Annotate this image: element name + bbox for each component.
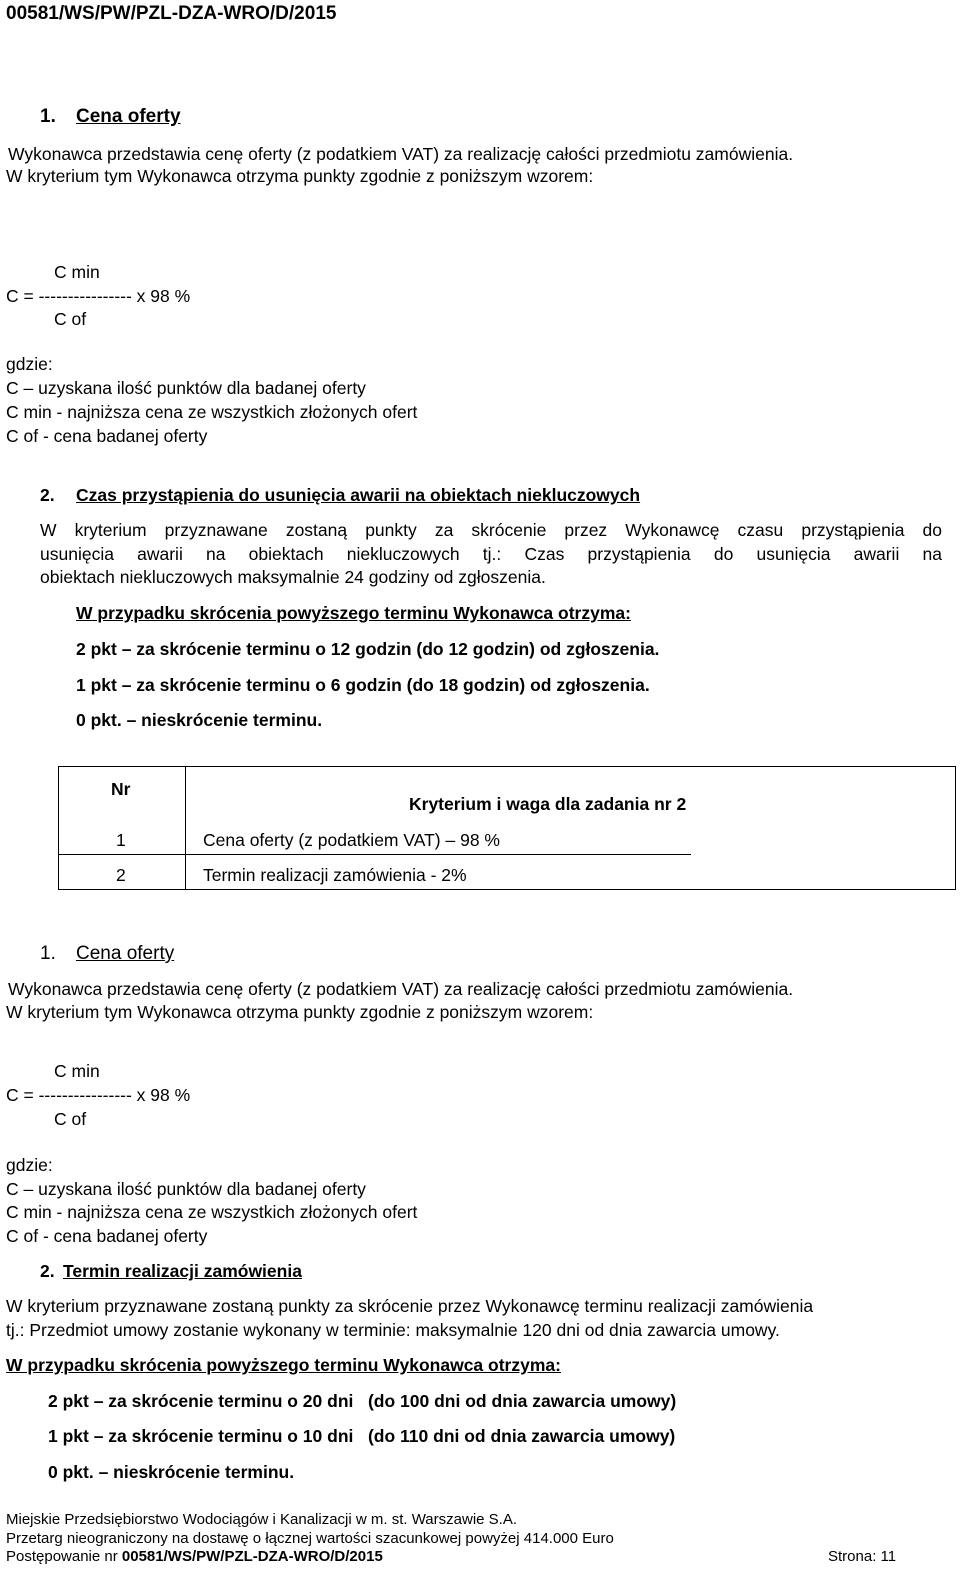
formula-line: C = ---------------- x 98 % xyxy=(6,1085,191,1105)
formula-denominator: C of xyxy=(54,1109,87,1129)
section-title: Czas przystąpienia do usunięcia awarii na obiektach niekluczowych xyxy=(76,485,641,505)
footer-procedure-id: 00581/WS/PW/PZL-DZA-WRO/D/2015 xyxy=(121,1548,383,1565)
table-column-divider xyxy=(185,767,186,889)
section-title: Termin realizacji zamówienia xyxy=(63,1261,302,1281)
definition-item: C – uzyskana ilość punktów dla badanej oferty xyxy=(6,1179,366,1199)
formula-numerator: C min xyxy=(54,1061,100,1081)
section-number: 1. xyxy=(40,106,56,127)
paragraph-line: obiektach niekluczowych maksymalnie 24 godziny od zgłoszenia. xyxy=(40,567,546,587)
paragraph-line: W kryterium przyznawane zostaną punkty za skrócenie przez Wykonawcę terminu realizacji zamówienia xyxy=(6,1296,814,1316)
points-item: 0 pkt. – nieskrócenie terminu. xyxy=(76,710,323,730)
section-number: 2. xyxy=(40,485,55,505)
footer-tender: Przetarg nieograniczony na dostawę o łącznej wartości szacunkowej powyżej 414.000 Euro xyxy=(6,1530,614,1547)
criteria-table xyxy=(58,766,956,890)
paragraph: W kryterium tym Wykonawca otrzyma punkty zgodnie z poniższym wzorem: xyxy=(6,1002,594,1022)
paragraph-line: tj.: Przedmiot umowy zostanie wykonany w terminie: maksymalnie 120 dni od dnia zawarcia umowy. xyxy=(6,1320,780,1340)
table-header-title: Kryterium i waga dla zadania nr 2 xyxy=(409,794,687,814)
table-header-nr: Nr xyxy=(111,779,131,799)
section-number: 1. xyxy=(40,943,56,964)
definition-item: C – uzyskana ilość punktów dla badanej oferty xyxy=(6,378,366,398)
definition-label: gdzie: xyxy=(6,1155,53,1175)
paragraph: Wykonawca przedstawia cenę oferty (z podatkiem VAT) za realizację całości przedmiotu zamówienia. xyxy=(8,979,794,999)
points-item: 2 pkt – za skrócenie terminu o 20 dni (do 100 dni od dnia zawarcia umowy) xyxy=(48,1391,677,1411)
document-id-header: 00581/WS/PW/PZL-DZA-WRO/D/2015 xyxy=(6,3,337,24)
points-item: 2 pkt – za skrócenie terminu o 12 godzin (do 12 godzin) od zgłoszenia. xyxy=(76,639,660,659)
paragraph-line: W kryterium przyznawane zostaną punkty za skrócenie przez Wykonawcę czasu przystąpienia do xyxy=(40,520,942,540)
footer-company: Miejskie Przedsiębiorstwo Wodociągów i Kanalizacji w m. st. Warszawie S.A. xyxy=(6,1511,518,1528)
footer-procedure-prefix: Postępowanie nr xyxy=(6,1548,122,1565)
points-heading: W przypadku skrócenia powyższego terminu Wykonawca otrzyma: xyxy=(6,1355,561,1375)
definition-item: C of - cena badanej oferty xyxy=(6,426,208,446)
paragraph-line: usunięcia awarii na obiektach niekluczowych tj.: Czas przystąpienia do usunięcia awarii na xyxy=(40,544,942,564)
formula-denominator: C of xyxy=(54,309,87,329)
points-item: 1 pkt – za skrócenie terminu o 10 dni (do 110 dni od dnia zawarcia umowy) xyxy=(48,1426,676,1446)
points-item: 0 pkt. – nieskrócenie terminu. xyxy=(48,1462,295,1482)
formula-line: C = ---------------- x 98 % xyxy=(6,286,191,306)
definition-item: C min - najniższa cena ze wszystkich złożonych ofert xyxy=(6,402,418,422)
section-title: Cena oferty xyxy=(76,106,181,127)
definition-label: gdzie: xyxy=(6,354,53,374)
formula-numerator: C min xyxy=(54,262,100,282)
table-row-divider xyxy=(59,854,691,855)
footer-procedure xyxy=(6,1549,383,1566)
paragraph: Wykonawca przedstawia cenę oferty (z podatkiem VAT) za realizację całości przedmiotu zamówienia. xyxy=(8,144,794,164)
table-cell-label: Cena oferty (z podatkiem VAT) – 98 % xyxy=(203,830,500,850)
table-cell-nr: 1 xyxy=(116,830,126,850)
definition-item: C of - cena badanej oferty xyxy=(6,1226,208,1246)
definition-item: C min - najniższa cena ze wszystkich złożonych ofert xyxy=(6,1202,418,1222)
points-item: 1 pkt – za skrócenie terminu o 6 godzin (do 18 godzin) od zgłoszenia. xyxy=(76,675,650,695)
page-number: Strona: 11 xyxy=(828,1548,897,1565)
points-heading: W przypadku skrócenia powyższego terminu Wykonawca otrzyma: xyxy=(76,603,631,623)
paragraph: W kryterium tym Wykonawca otrzyma punkty zgodnie z poniższym wzorem: xyxy=(6,166,594,186)
table-cell-label: Termin realizacji zamówienia - 2% xyxy=(203,865,467,885)
section-title: Cena oferty xyxy=(76,943,175,964)
section-number: 2. xyxy=(40,1261,55,1281)
table-cell-nr: 2 xyxy=(116,865,126,885)
